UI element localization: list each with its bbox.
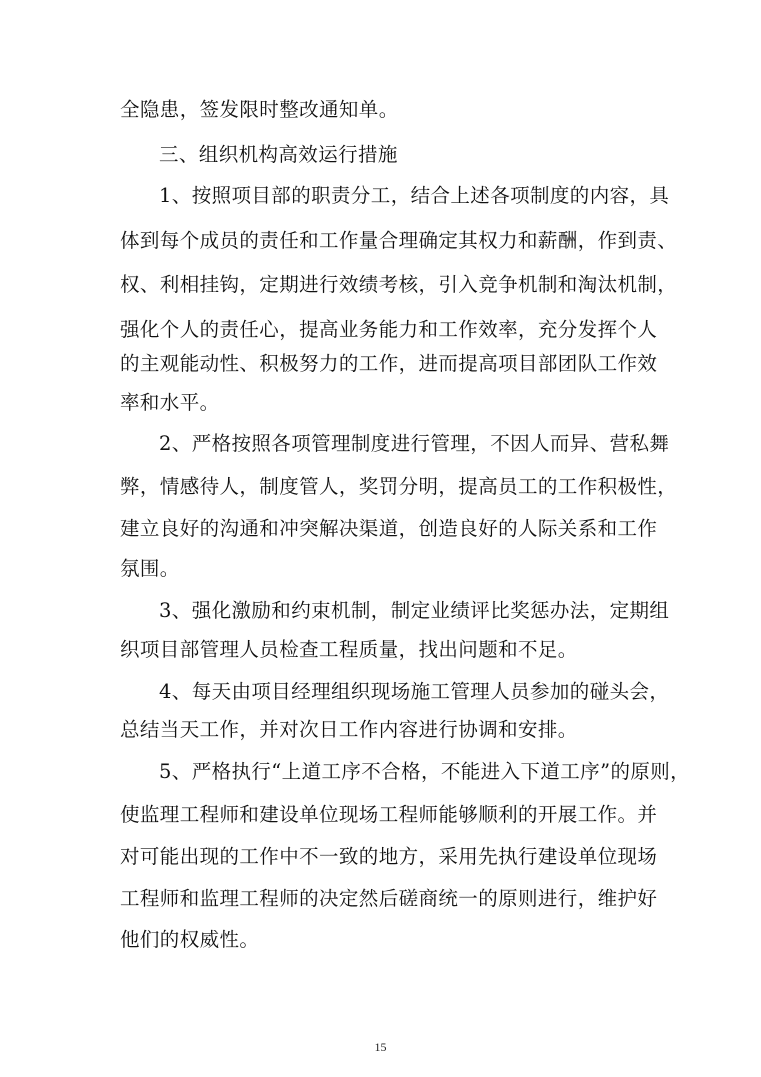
text-line: 率和水平。 <box>120 391 220 414</box>
text-line: 弊，情感待人，制度管人，奖罚分明，提高员工的工作积极性， <box>120 475 678 498</box>
text-line: 4、每天由项目经理组织现场施工管理人员参加的碰头会， <box>159 680 670 703</box>
text-line: 的主观能动性、积极努力的工作，进而提高项目部团队工作效 <box>120 352 658 375</box>
text-line: 3、强化激励和约束机制，制定业绩评比奖惩办法，定期组 <box>159 599 670 622</box>
text-line: 他们的权威性。 <box>120 928 260 951</box>
text-line: 2、严格按照各项管理制度进行管理，不因人而异、营私舞 <box>159 432 670 455</box>
text-line: 权、利相挂钩，定期进行效绩考核，引入竞争机制和淘汰机制， <box>120 273 678 296</box>
text-line: 强化个人的责任心，提高业务能力和工作效率，充分发挥个人 <box>120 318 658 341</box>
text-line: 1、按照项目部的职责分工，结合上述各项制度的内容，具 <box>159 184 670 207</box>
text-line: 5、严格执行“上道工序不合格，不能进入下道工序”的原则， <box>159 760 691 783</box>
text-line: 总结当天工作，并对次日工作内容进行协调和安排。 <box>120 718 578 741</box>
section-heading: 三、组织机构高效运行措施 <box>159 143 398 166</box>
text-line: 对可能出现的工作中不一致的地方，采用先执行建设单位现场 <box>120 845 658 868</box>
text-line: 建立良好的沟通和冲突解决渠道，创造良好的人际关系和工作 <box>120 517 658 540</box>
text-line: 工程师和监理工程师的决定然后磋商统一的原则进行，维护好 <box>120 887 658 910</box>
text-line: 使监理工程师和建设单位现场工程师能够顺利的开展工作。并 <box>120 803 658 826</box>
text-line: 织项目部管理人员检查工程质量，找出问题和不足。 <box>120 638 578 661</box>
page-number: 15 <box>374 1040 387 1054</box>
text-line: 氛围。 <box>120 557 180 580</box>
text-line: 体到每个成员的责任和工作量合理确定其权力和薪酬，作到责、 <box>120 229 678 252</box>
text-line: 全隐患，签发限时整改通知单。 <box>120 98 399 121</box>
